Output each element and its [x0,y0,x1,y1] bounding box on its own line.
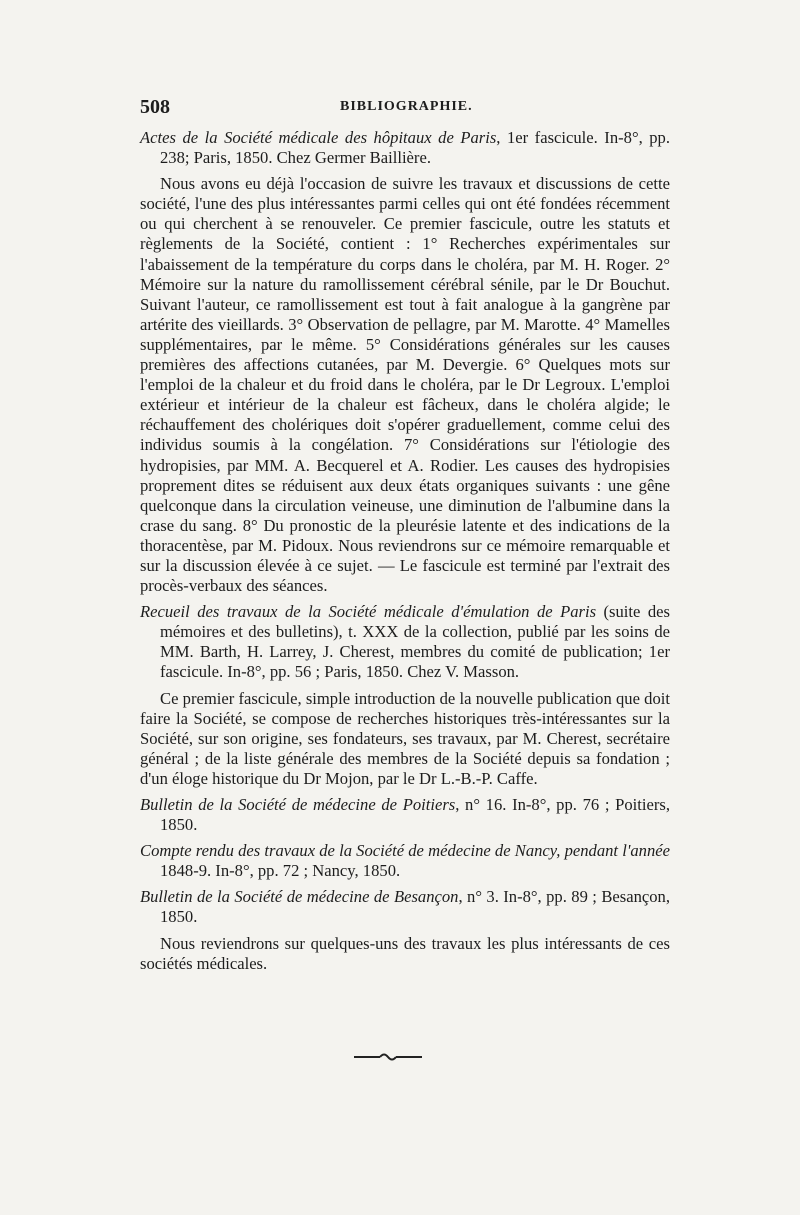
end-ornament [352,1052,424,1062]
review-paragraph: Ce premier fascicule, simple introduction de la nouvelle publication que doit faire la Société, se compose de recherches historiques très-intéressantes sur la Société, sur son origine, ses fondateurs, ses travaux, par M. Cherest, secrétaire général ; de la liste générale des membres de la Société depuis sa fondation ; d'un éloge historique du Dr Mojon, par le Dr L.-B.-P. Caffe. [140,688,670,788]
page-header [140,96,670,120]
entry-title: Recueil des travaux de la Société médicale d'émulation de Paris [140,602,597,622]
bibliography-body [140,128,670,974]
entry-details: , n° 3. In-8°, pp. 89 ; Besançon, 1850. [160,887,670,927]
page-number: 508 [140,96,170,118]
bibliography-entry [140,795,670,835]
review-paragraph: Nous avons eu déjà l'occasion de suivre les travaux et discussions de cette société, l'une des plus intéressantes parmi celles qui ont été fondées récemment ou qui cherchent à se renouveler. Ce premier fascicule, outre les statuts et règlements de la Société, contient : 1° Recherches expérimentales sur l'abaissement de la température du corps dans le choléra, par M. H. Roger. 2° Mémoire sur la nature du ramollissement cérébral sénile, par le Dr Bouchut. Suivant l'auteur, ce ramollissement est tout à fait analogue à la gangrène par artérite des vieillards. 3° Observation de pellagre, par M. Marotte. 4° Mamelles supplémentaires, par le même. 5° Considérations générales sur les causes premières des affections cutanées, par M. Devergie. 6° Quelques mots sur l'emploi de la chaleur et du froid dans le choléra, par le Dr Legroux. L'emploi extérieur et intérieur de la chaleur est fâcheux, dans le choléra algide; le réchauffement des cholériques doit s'opérer graduellement, comme celui des individus soumis à la congélation. 7° Considérations sur l'étiologie des hydropisies, par MM. A. Becquerel et A. Rodier. Les causes des hydropisies proprement dites se réduisent aux deux états organiques suivants : une gêne quelconque dans la circulation veineuse, une diminution de l'albumine dans la crase du sang. 8° Du pronostic de la pleurésie latente et des indications de la thoracentèse, par M. Pidoux. Nous reviendrons sur ce mémoire remarquable et sur la discussion élevée à ce sujet. — Le fascicule est terminé par l'extrait des procès-verbaux des séances. [140,174,670,596]
entry-details: , 1er fascicule. In-8°, pp. 238; Paris, 1850. Chez Germer Baillière. [160,128,670,168]
entry-title: Compte rendu des travaux de la Société de médecine de Nancy, pendant l'année [140,841,670,861]
entry-details: 1848-9. In-8°, pp. 72 ; Nancy, 1850. [160,861,401,881]
entry-title: Bulletin de la Société de médecine de Poitiers [140,795,456,814]
entry-title: Bulletin de la Société de médecine de Besançon [140,887,459,907]
bibliography-entry [140,128,670,168]
closing-paragraph: Nous reviendrons sur quelques-uns des travaux les plus intéressants de ces sociétés médicales. [140,933,670,973]
running-title: BIBLIOGRAPHIE. [340,99,473,114]
entry-details: (suite des mémoires et des bulletins), t. XXX de la collection, publié par les soins de MM. Barth, H. Larrey, J. Cherest, membres du comité de publication; 1er fascicule. In-8°, pp. 56 ; Paris, 1850. Chez V. Masson. [160,602,670,682]
bibliography-entry [140,887,670,927]
entry-title: Actes de la Société médicale des hôpitaux de Paris [140,128,497,147]
entry-details: , n° 16. In-8°, pp. 76 ; Poitiers, 1850. [160,795,670,835]
bibliography-entry [140,841,670,881]
bibliography-entry [140,602,670,682]
